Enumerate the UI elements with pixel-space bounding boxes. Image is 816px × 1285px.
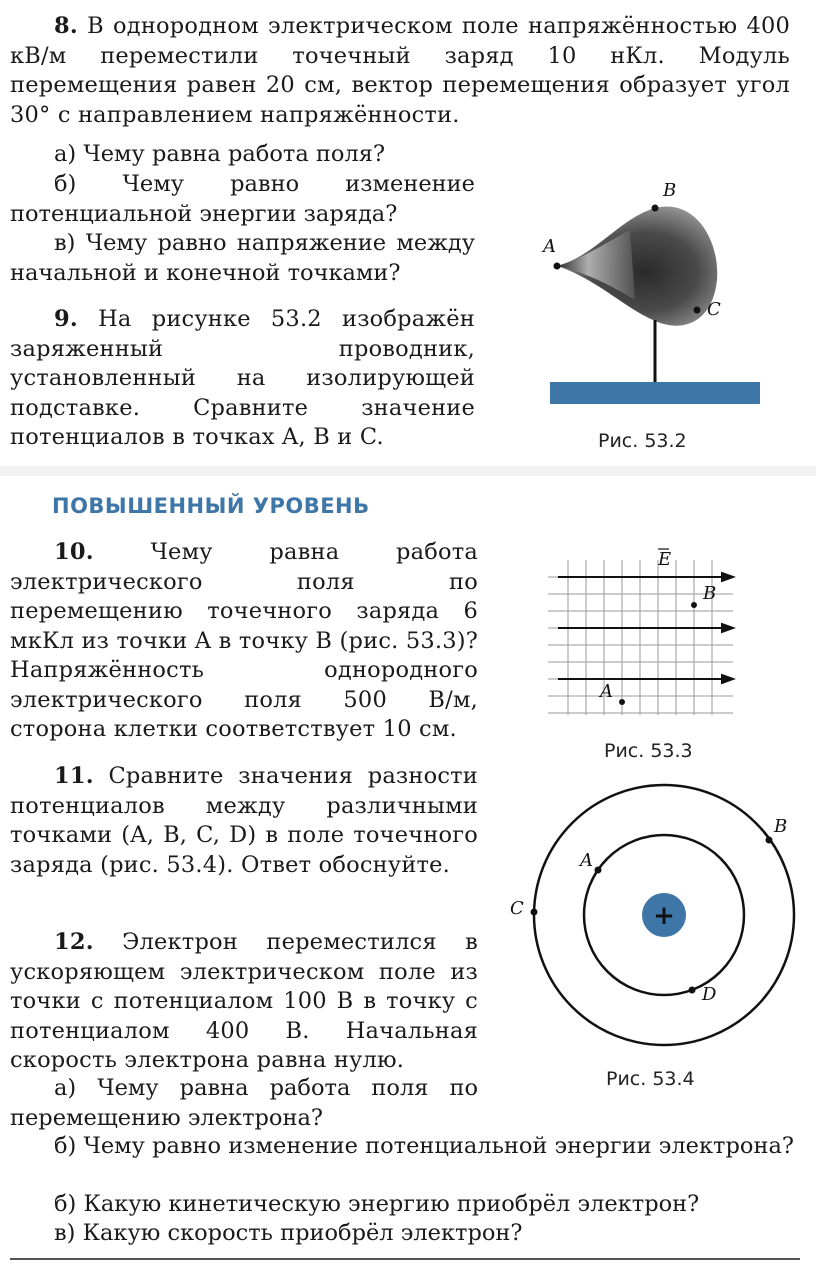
label-e: E	[658, 549, 672, 570]
problem-9-text	[10, 305, 475, 453]
point-c-dot	[694, 307, 701, 314]
problem-9-body: На рисунке 53.2 изображён заряженный проводник, установленный на изолирующей подставке. Сравните значение потенциалов в точках A, B и C.	[10, 306, 475, 450]
problem-10-text	[10, 538, 478, 745]
problem-12-text	[10, 928, 478, 1076]
problem-11-text	[10, 762, 478, 880]
point-b-dot	[691, 602, 697, 608]
label-c: C	[510, 898, 524, 919]
figure-53-3-caption: Рис. 53.3	[604, 740, 693, 762]
problem-12b2: б) Какую кинетическую энергию приобрёл электрон?	[54, 1191, 700, 1217]
point-a-dot	[595, 867, 602, 874]
problem-8a: а) Чему равна работа поля?	[54, 141, 386, 167]
section-divider	[0, 466, 816, 476]
figure-53-3	[548, 535, 798, 725]
problem-12a: а) Чему равна работа поля по перемещению электрона?	[10, 1075, 478, 1131]
point-b-dot	[766, 837, 773, 844]
problem-8b: б) Чему равно изменение потенциальной энергии заряда?	[10, 171, 475, 227]
label-d: D	[702, 984, 717, 1005]
label-a: A	[543, 236, 556, 257]
label-b: B	[663, 180, 677, 201]
problem-8-number: 8.	[54, 13, 78, 39]
point-d-dot	[689, 987, 696, 994]
problem-12-body: Электрон переместился в ускоряющем электрическом поле из точки с потенциалом 100 В в точку с потенциалом 400 В. Начальная скорость электрона равна нулю.	[10, 929, 478, 1073]
point-a-dot	[554, 263, 561, 270]
charge-sign: +	[653, 901, 675, 931]
conductor-tail	[557, 230, 635, 300]
figure-53-2-caption: Рис. 53.2	[598, 430, 687, 452]
label-a: A	[580, 850, 593, 871]
problem-11-number: 11.	[54, 763, 94, 789]
label-b: B	[703, 583, 717, 604]
point-a-dot	[619, 699, 625, 705]
point-b-dot	[652, 205, 659, 212]
figure-53-4-caption: Рис. 53.4	[606, 1068, 695, 1090]
problem-8-body: В однородном электрическом поле напряжённостью 400 кВ/м переместили точечный заряд 10 нКл. Модуль перемещения равен 20 см, вектор перемещения образует угол 30° с направлением напряжённости.	[10, 13, 790, 128]
label-a: A	[600, 681, 613, 702]
label-c: C	[707, 299, 721, 320]
stand-base	[550, 382, 760, 404]
figure-53-4	[510, 800, 802, 1060]
bottom-rule	[10, 1258, 800, 1260]
point-c-dot	[531, 909, 538, 916]
problem-8-text	[10, 12, 790, 130]
figure-53-2	[535, 170, 795, 430]
problem-11-body: Сравните значения разности потенциалов между различными точками (A, B, C, D) в поле точечного заряда (рис. 53.4). Ответ обоснуйте.	[10, 763, 478, 878]
problem-12-number: 12.	[54, 929, 94, 955]
problem-10-body: Чему равна работа электрического поля по перемещению точечного заряда 6 мкКл из точки A в точку B (рис. 53.3)? Напряжённость однородного электрического поля 500 В/м, сторона клетки соответствует 10 см.	[10, 539, 478, 742]
problem-10-number: 10.	[54, 539, 94, 565]
label-b: B	[774, 816, 788, 837]
problem-12c: в) Какую скорость приобрёл электрон?	[54, 1220, 523, 1246]
problem-8c: в) Чему равно напряжение между начальной и конечной точками?	[10, 230, 475, 286]
problem-9-number: 9.	[54, 306, 78, 332]
problem-12b: б) Чему равно изменение потенциальной энергии электрона?	[54, 1133, 794, 1159]
section-title: ПОВЫШЕННЫЙ УРОВЕНЬ	[52, 494, 370, 518]
